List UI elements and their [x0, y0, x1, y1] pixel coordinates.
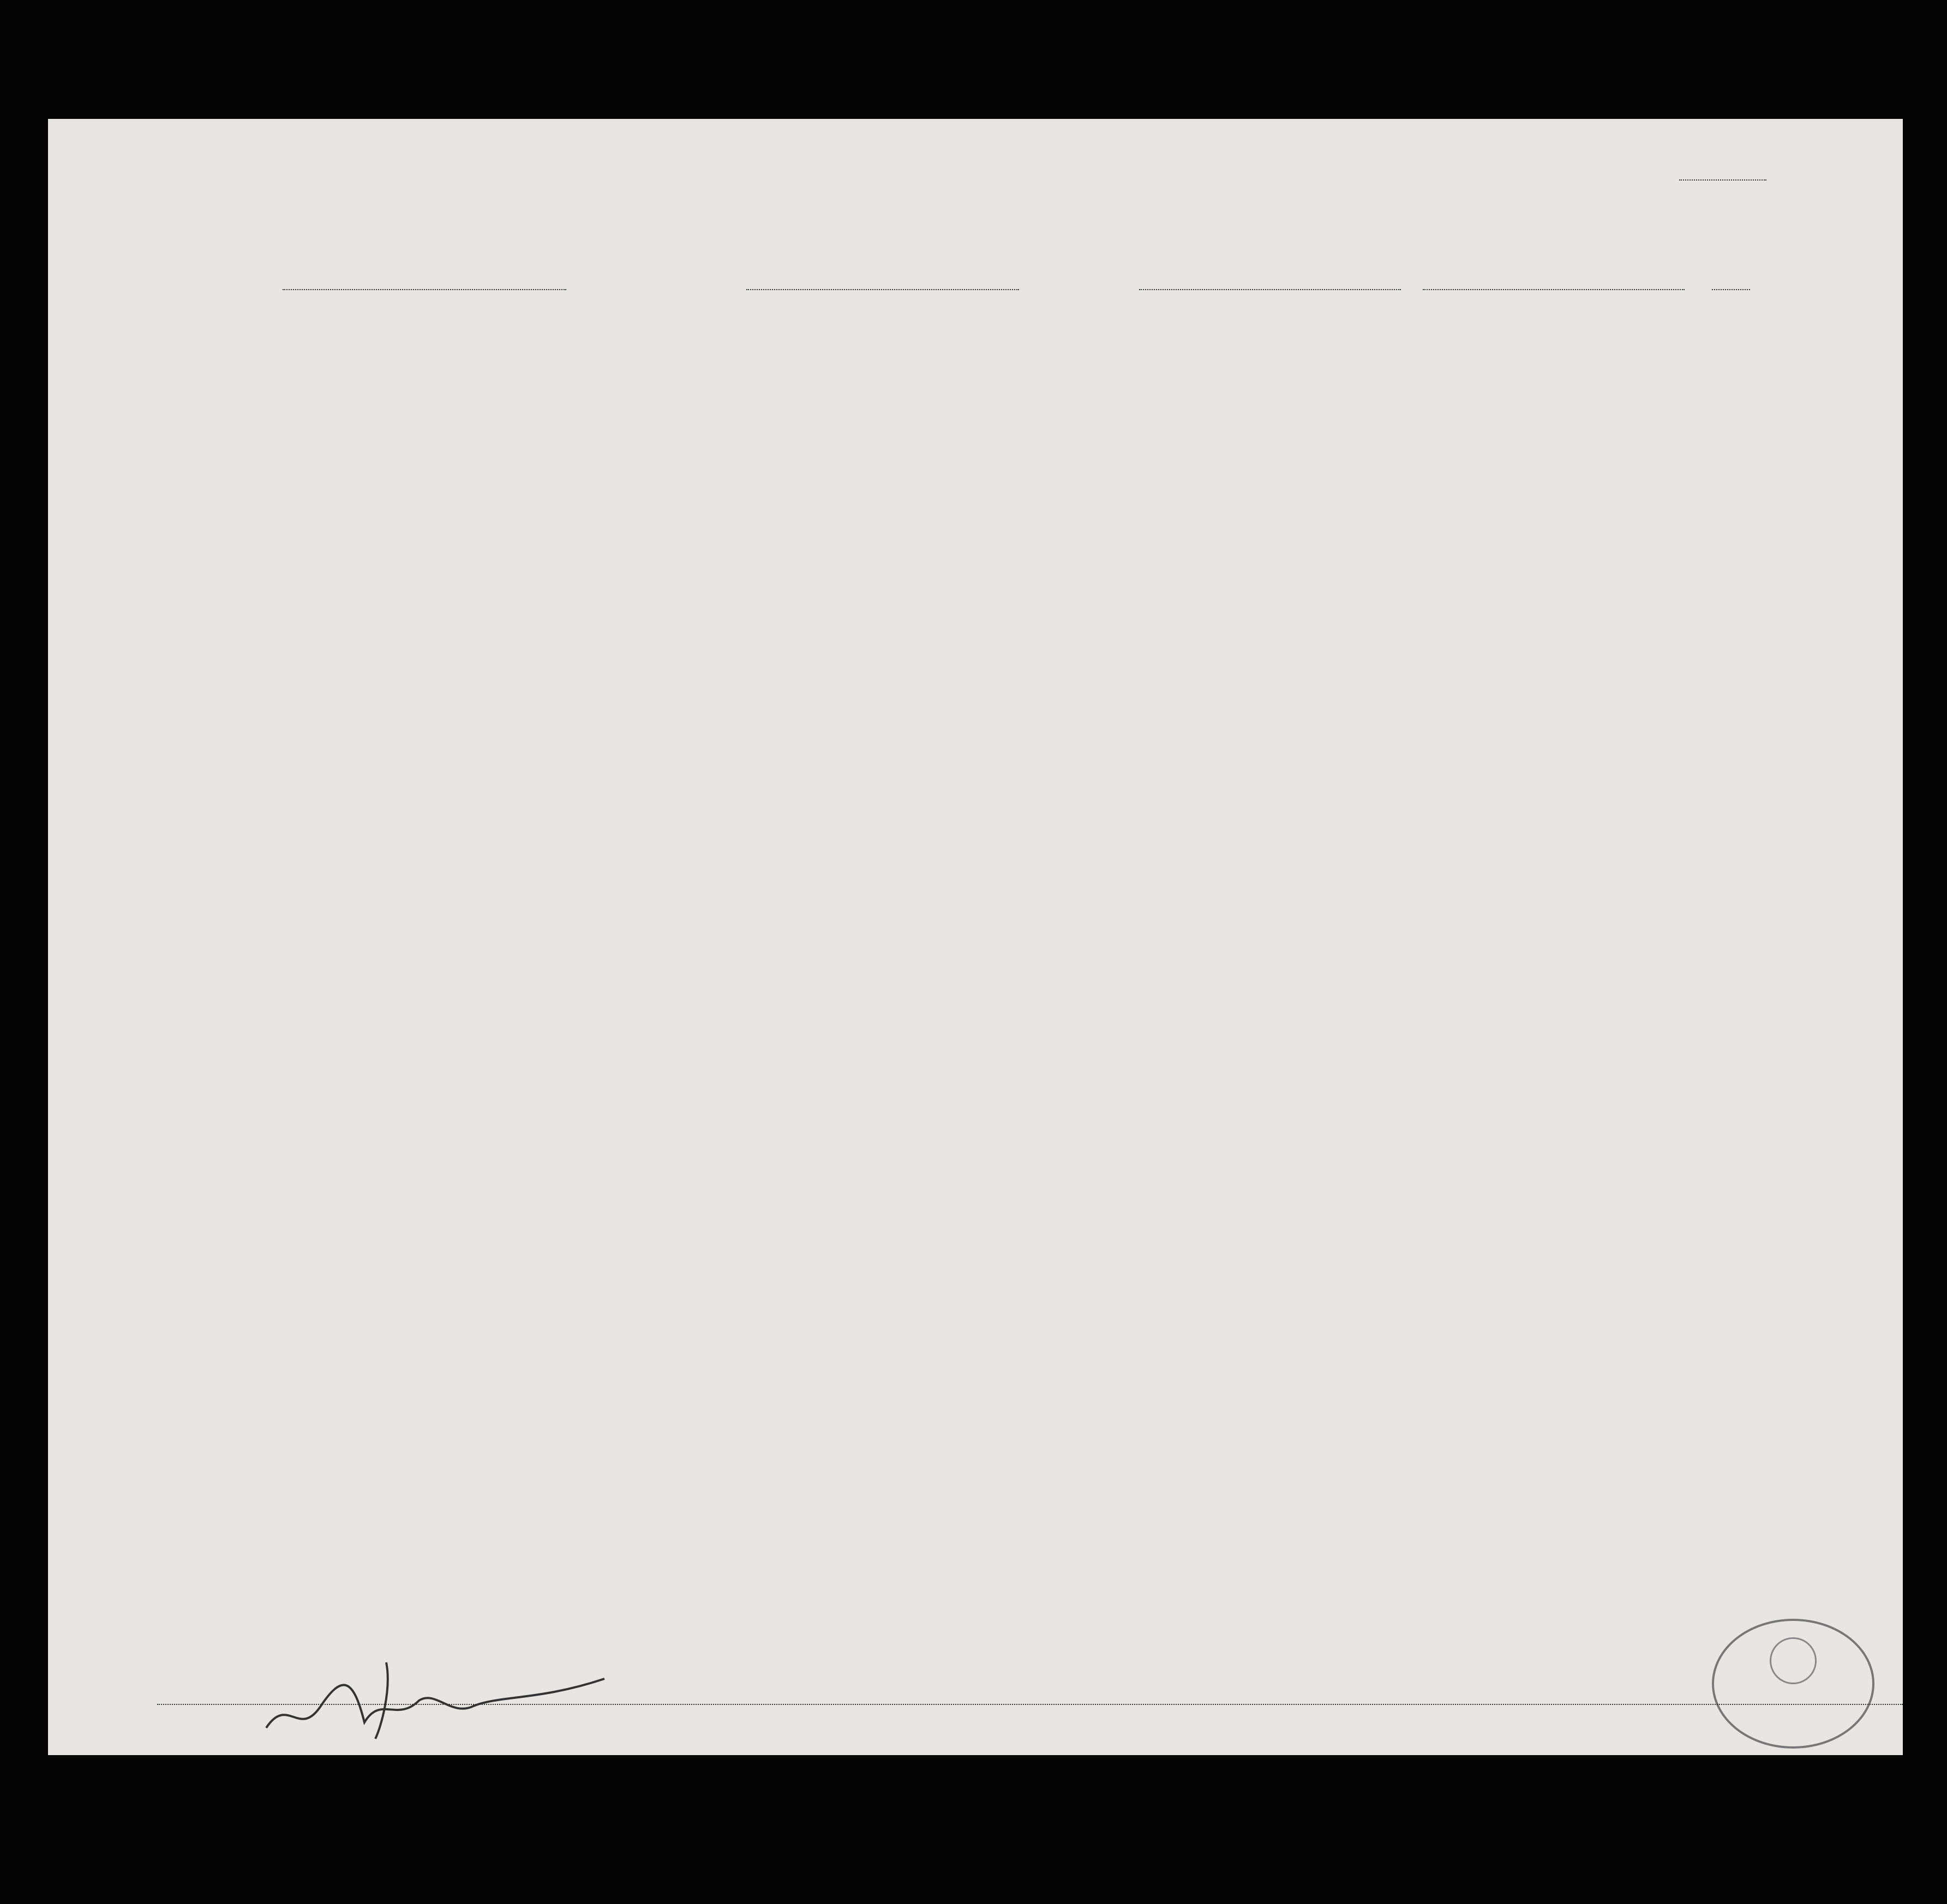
- eagle-emblem-icon: [1770, 1637, 1817, 1684]
- footer-dotted-rule: [157, 1704, 1903, 1705]
- manifest-sheet: [48, 119, 1903, 1755]
- signature-line: [92, 1690, 1903, 1708]
- consular-seal: [1712, 1619, 1874, 1749]
- crew-table: [48, 119, 1903, 1701]
